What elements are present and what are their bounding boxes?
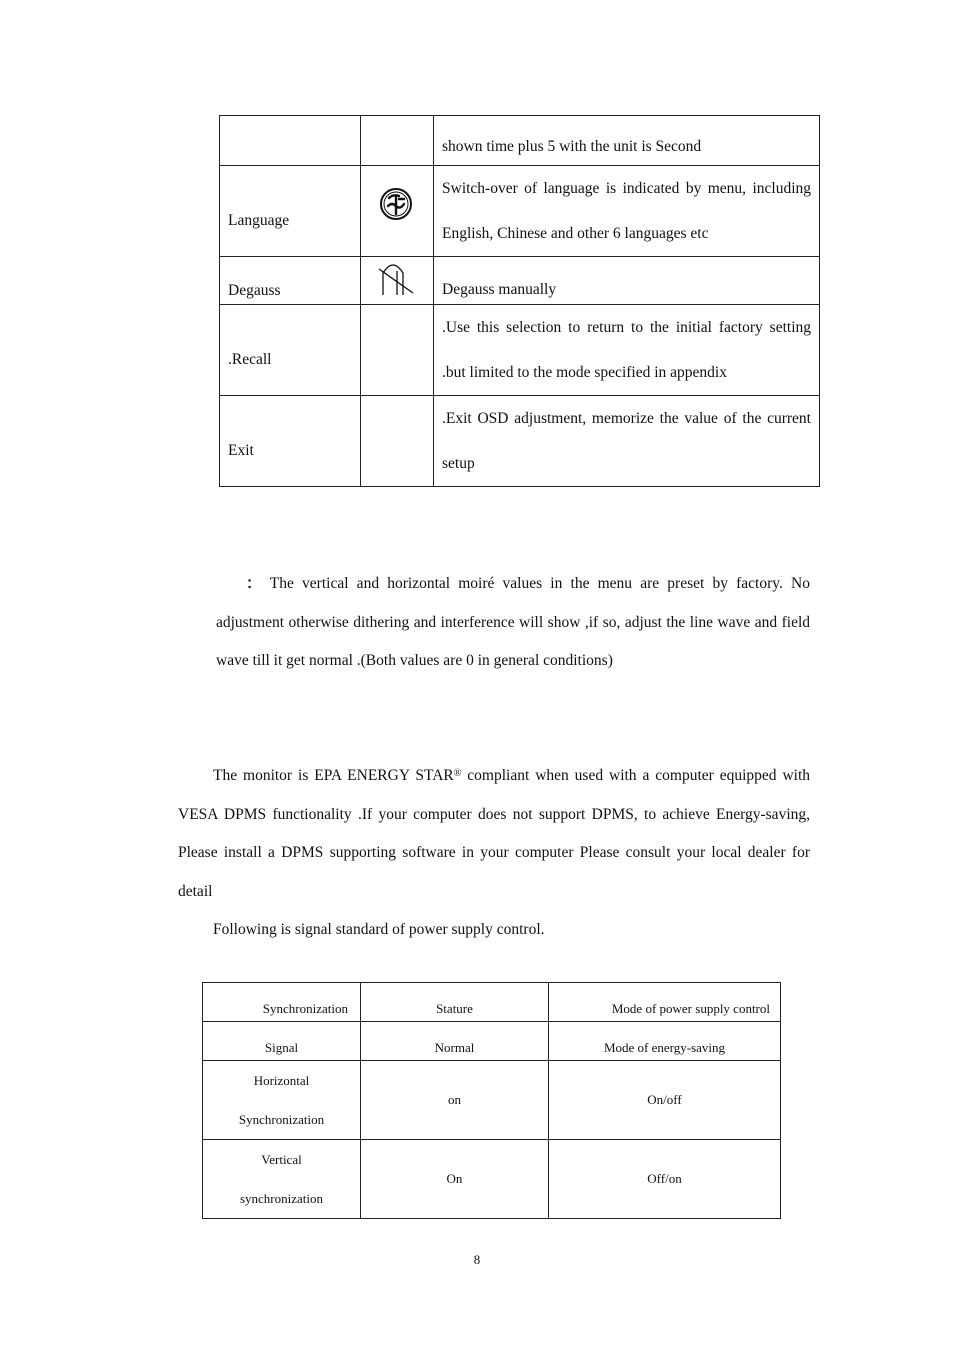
function-name: Exit — [220, 396, 361, 487]
column-subheader: Signal — [203, 1022, 361, 1061]
column-header: Stature — [361, 983, 549, 1022]
page-number: 8 — [473, 1252, 481, 1267]
function-description: shown time plus 5 with the unit is Second — [434, 116, 820, 166]
note-text: The vertical and horizontal moiré values in the menu are preset by factory. No adjustment otherwise dithering and interference will show ,if so, adjust the line wave and field wave till it get normal .(Both values are 0 in general conditions) — [216, 575, 810, 669]
degauss-icon — [375, 259, 419, 299]
signal-cell — [203, 1140, 361, 1219]
function-name: Language — [220, 166, 361, 257]
saving-cell: On/off — [549, 1061, 781, 1140]
table-row — [220, 116, 820, 166]
signal-line: Horizontal — [253, 1073, 310, 1088]
column-subheader: Normal — [361, 1022, 549, 1061]
function-description: Degauss manually — [434, 257, 820, 305]
column-header: Synchronization — [203, 983, 361, 1022]
normal-cell: On — [361, 1140, 549, 1219]
table-subheader-row — [203, 1022, 781, 1061]
table-row — [220, 396, 820, 487]
power-control-table — [202, 982, 781, 1219]
table-row — [203, 1140, 781, 1219]
function-description: .Use this selection to return to the initial factory setting .but limited to the mode specified in appendix — [434, 305, 820, 396]
osd-functions-table — [219, 115, 820, 487]
energy-text-before: The monitor is EPA ENERGY STAR — [213, 767, 454, 784]
function-name: .Recall — [220, 305, 361, 396]
table-row — [220, 166, 820, 257]
function-description: .Exit OSD adjustment, memorize the value of the current setup — [434, 396, 820, 487]
moire-note — [216, 565, 810, 681]
column-subheader: Mode of energy-saving — [549, 1022, 781, 1061]
column-header: Mode of power supply control — [549, 983, 781, 1022]
normal-cell: on — [361, 1061, 549, 1140]
function-icon-cell — [361, 257, 434, 305]
saving-cell: Off/on — [549, 1140, 781, 1219]
function-icon-cell — [361, 166, 434, 257]
table-header-row — [203, 983, 781, 1022]
table-row — [203, 1061, 781, 1140]
signal-cell — [203, 1061, 361, 1140]
energy-text-after: compliant when used with a computer equipped with VESA DPMS functionality .If your computer does not support DPMS, to achieve Energy-saving, Please install a DPMS supporting software in your computer Please consult your local dealer for detail — [178, 767, 811, 900]
function-description: Switch-over of language is indicated by menu, including English, Chinese and other 6 languages etc — [434, 166, 820, 257]
function-icon-cell — [361, 305, 434, 396]
function-name: Degauss — [220, 257, 361, 305]
power-table-intro: Following is signal standard of power supply control. — [213, 921, 545, 938]
function-icon-cell — [361, 396, 434, 487]
registered-mark: ® — [453, 768, 462, 779]
signal-line: synchronization — [239, 1191, 324, 1206]
energy-star-paragraph — [178, 757, 810, 911]
table-row — [220, 257, 820, 305]
function-icon-cell — [361, 116, 434, 166]
language-icon — [377, 184, 417, 224]
note-colon: ： — [246, 575, 266, 592]
function-name — [220, 116, 361, 166]
signal-line: Synchronization — [238, 1112, 325, 1127]
table-row — [220, 305, 820, 396]
signal-line: Vertical — [261, 1152, 302, 1167]
